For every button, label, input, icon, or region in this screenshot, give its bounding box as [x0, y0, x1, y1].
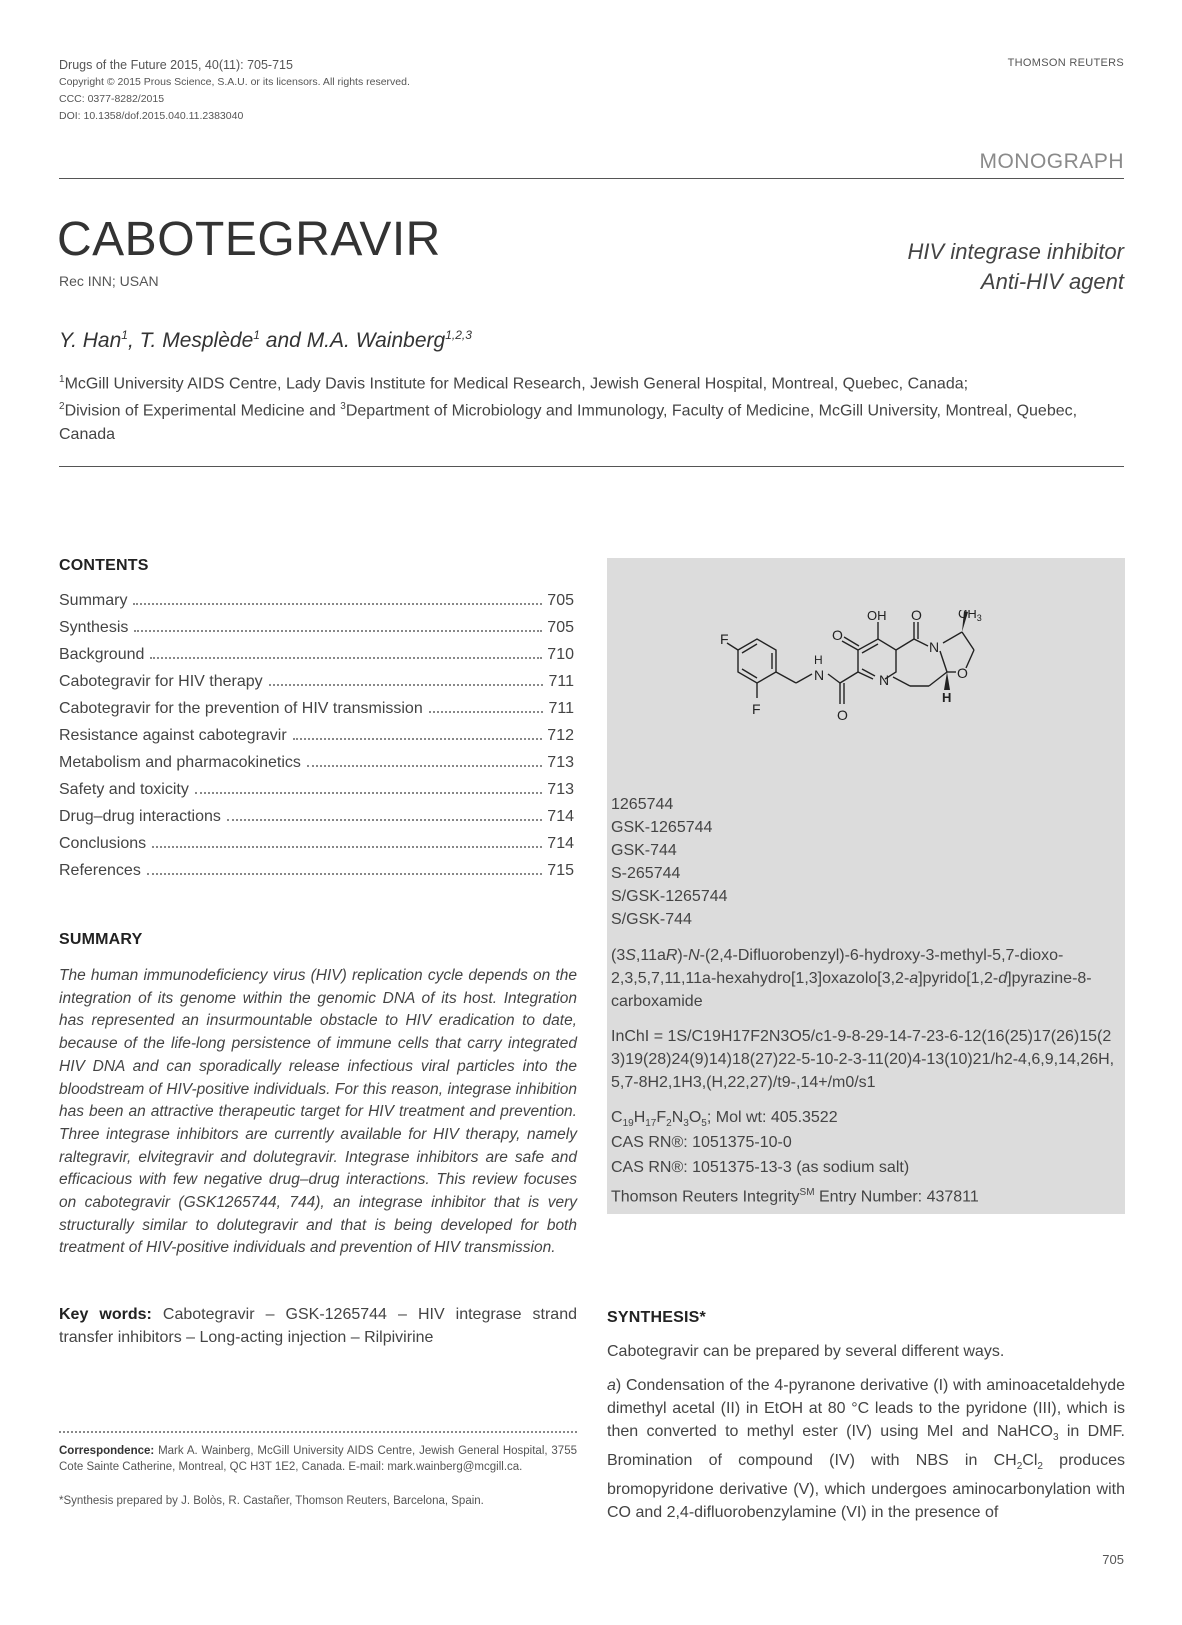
keywords — [59, 1303, 577, 1349]
toc-page-number: 714 — [547, 835, 574, 852]
stereo-hydrogen-label: H — [942, 690, 952, 705]
toc-leader-dots — [307, 765, 542, 767]
author-affil-mark: 1 — [121, 328, 128, 342]
toc-page-number: 714 — [547, 808, 574, 825]
toc-entry-label: References — [59, 862, 141, 879]
toc-page-number: 711 — [548, 673, 574, 690]
toc-leader-dots — [269, 684, 544, 686]
compound-code-list — [611, 793, 1121, 931]
toc-entry[interactable] — [59, 727, 574, 754]
toc-entry-label: Cabotegravir for the prevention of HIV transmission — [59, 700, 423, 717]
synthesis-intro: Cabotegravir can be prepared by several different ways. — [607, 1343, 1005, 1360]
toc-entry-label: Synthesis — [59, 619, 129, 636]
toc-entry[interactable] — [59, 835, 574, 862]
amide-hydrogen-label: H — [814, 653, 823, 667]
section-label: MONOGRAPH — [979, 150, 1124, 173]
carbonyl-oxygen-label: O — [837, 707, 848, 723]
publisher-name: THOMSON REUTERS — [1007, 57, 1124, 69]
author-name: M.A. Wainberg — [306, 329, 446, 352]
cas-number: CAS RN®: 1051375-10-0 — [611, 1134, 792, 1151]
toc-page-number: 705 — [547, 592, 574, 609]
toc-page-number: 705 — [547, 619, 574, 636]
toc-leader-dots — [134, 630, 542, 632]
chemical-structure — [700, 610, 1130, 760]
toc-entry[interactable] — [59, 646, 574, 673]
affiliations — [59, 368, 1119, 446]
synthesis-credit-note: *Synthesis prepared by J. Bolòs, R. Castañer, Thomson Reuters, Barcelona, Spain. — [59, 1495, 484, 1507]
toc-leader-dots — [150, 657, 542, 659]
header-divider — [59, 178, 1124, 179]
hydroxyl-label: OH — [867, 610, 887, 623]
methyl-label: $CH_3$ — [958, 610, 982, 623]
compound-code: GSK-1265744 — [611, 819, 713, 836]
affil-mark: 2 — [59, 401, 65, 413]
author-affil-mark: 1 — [253, 328, 260, 342]
affil-mark: 1 — [59, 374, 65, 385]
molecular-weight: ; Mol wt: 405.3522 — [706, 1109, 838, 1126]
author-list: Y. Han$^1$, T. Mesplède$^1$ and M.A. Wainberg$^{1,2,3}$ — [59, 328, 472, 352]
inchi-string: InChI = 1S/C19H17F2N3O5/c1-9-8-29-14-7-23-6-12(16(25)17(26)15(23)19(28)24(9)14)18(27)22-5-10-2-3-11(20)4-13(10)21/h2-4,6,9,14,26H,5,7-8H2,1H3,(H,22,27)/t9-,14+/m0/s1 — [611, 1028, 1115, 1091]
affil-mark: 3 — [340, 401, 346, 413]
toc-page-number: 715 — [547, 862, 574, 879]
ring-nitrogen-label: N — [929, 639, 940, 655]
summary-heading: SUMMARY — [59, 931, 143, 948]
toc-entry[interactable] — [59, 592, 574, 619]
correspondence-note — [59, 1443, 577, 1475]
toc-entry-label: Resistance against cabotegravir — [59, 727, 287, 744]
toc-leader-dots — [152, 846, 542, 848]
correspondence-label: Correspondence: — [59, 1445, 155, 1457]
cas-number-salt: CAS RN®: 1051375-13-3 (as sodium salt) — [611, 1159, 910, 1176]
iupac-name: (3S,11aR)-N-(2,4-Difluorobenzyl)-6-hydroxy-3-methyl-5,7-dioxo-2,3,5,7,11,11a-hexahydro[1,3]oxazolo[3,2-a]pyrido[1,2-d]pyrazine-8-carboxamide — [611, 947, 1092, 1010]
toc-entry-label: Summary — [59, 592, 128, 609]
toc-entry[interactable] — [59, 862, 574, 889]
molecular-formula: $C_{19}H_{17}F_2N_3O_5$; Mol wt: 405.3522 — [611, 1109, 838, 1130]
compound-code: S-265744 — [611, 865, 681, 882]
ring-oxygen-label: O — [957, 665, 968, 681]
journal-header — [59, 57, 410, 125]
integrity-entry: Thomson Reuters Integrity℠ Entry Number: 437811 — [611, 1187, 979, 1206]
compound-code: GSK-744 — [611, 842, 677, 859]
toc-leader-dots — [293, 738, 543, 740]
toc-page-number: 713 — [547, 781, 574, 798]
keywords-text: Cabotegravir – GSK-1265744 – HIV integrase strand transfer inhibitors – Long-acting injection – Rilpivirine — [59, 1306, 578, 1346]
toc-leader-dots — [227, 819, 542, 821]
drug-category — [908, 237, 1124, 297]
category-line: Anti-HIV agent — [980, 269, 1124, 294]
toc-leader-dots — [429, 711, 544, 713]
affiliation-text: McGill University AIDS Centre, Lady Davis Institute for Medical Research, Jewish General Hospital, Montreal, Quebec, Canada; — [64, 375, 969, 393]
article-title: CABOTEGRAVIR — [57, 213, 441, 266]
ketone-oxygen-label: O — [911, 610, 922, 623]
author-name: T. Mesplède — [139, 329, 254, 352]
ketone-oxygen-label: O — [832, 627, 843, 643]
toc-page-number: 712 — [547, 727, 574, 744]
toc-entry-label: Cabotegravir for HIV therapy — [59, 673, 263, 690]
amide-nitrogen-label: N — [814, 667, 825, 683]
toc-entry-label: Metabolism and pharmacokinetics — [59, 754, 301, 771]
category-line: HIV integrase inhibitor — [907, 239, 1124, 264]
ring-nitrogen-label: N — [879, 672, 890, 688]
contents-heading: CONTENTS — [59, 557, 149, 574]
copyright-line: Copyright © 2015 Prous Science, S.A.U. or its licensors. All rights reserved. — [59, 76, 410, 88]
article-subtitle: Rec INN; USAN — [59, 273, 159, 289]
toc-entry-label: Conclusions — [59, 835, 147, 852]
toc-leader-dots — [147, 873, 542, 875]
compound-code: S/GSK-1265744 — [611, 888, 728, 905]
summary-text: The human immunodeficiency virus (HIV) replication cycle depends on the integration of its genome within the genomic DNA of its host. Integration has represented an insurmountable obstacle to HIV eradication to date, because of the life-long persistence of immune cells that carry integrated HIV DNA and can sporadically release infectious viral particles into the bloodstream of HIV-positive individuals. For this reason, integrase inhibition has been an attractive therapeutic target for HIV treatment and prevention. Three integrase inhibitors are currently available for HIV therapy, namely raltegravir, elvitegravir and dolutegravir. Integrase inhibitors are safe and efficacious with few negative drug–drug interactions. This review focuses on cabotegravir (GSK1265744, 744), an integrase inhibitor that is very structurally similar to dolutegravir and that is being developed for both treatment of HIV-positive individuals and prevention of HIV transmission. — [59, 967, 577, 1257]
fluorine-label: F — [752, 701, 761, 717]
toc-entry-label: Safety and toxicity — [59, 781, 189, 798]
synthesis-heading: SYNTHESIS* — [607, 1309, 706, 1326]
title-divider — [59, 466, 1124, 467]
footnote-divider — [59, 1431, 577, 1433]
toc-entry[interactable] — [59, 619, 574, 646]
affiliation-text: Division of Experimental Medicine and — [64, 402, 341, 420]
toc-entry[interactable] — [59, 754, 574, 781]
journal-citation: Drugs of the Future 2015, 40(11): 705-715 — [59, 58, 293, 72]
toc-leader-dots — [195, 792, 542, 794]
toc-entry[interactable] — [59, 781, 574, 808]
page-number: 705 — [1102, 1552, 1124, 1567]
synthesis-paragraph: a) Condensation of the 4-pyranone derivative (I) with aminoacetaldehyde dimethyl acetal (II) in EtOH at 80 °C leads to the pyridone (III), which is then converted to methyl ester (IV) using MeI and NaHCO$_3$ in DMF. Bromination of compound (IV) with NBS in $CH_2Cl_2$ produces bromopyridone derivative (V), which undergoes aminocarbonylation with CO and 2,4-difluorobenzylamine (VI) in the presence of — [607, 1377, 1126, 1522]
fluorine-label: F — [720, 631, 729, 647]
affiliation-text: Department of Microbiology and Immunology, Faculty of Medicine, McGill University, Montreal, Quebec, Canada — [59, 402, 1078, 443]
toc-entry-label: Background — [59, 646, 145, 663]
compound-code: 1265744 — [611, 796, 674, 813]
toc-page-number: 711 — [548, 700, 574, 717]
toc-leader-dots — [133, 603, 542, 605]
correspondence-text: Mark A. Wainberg, McGill University AIDS Centre, Jewish General Hospital, 3755 Cote Sainte Catherine, Montreal, QC H3T 1E2, Canada. E-mail: mark.wainberg@mcgill.ca. — [59, 1445, 577, 1473]
keywords-label: Key words: — [59, 1306, 152, 1323]
toc-page-number: 710 — [547, 646, 574, 663]
affiliation-line — [59, 395, 1119, 445]
author-conjunction: and — [265, 329, 301, 352]
doi-line: DOI: 10.1358/dof.2015.040.11.2383040 — [59, 110, 244, 122]
toc-entry-label: Drug–drug interactions — [59, 808, 221, 825]
ccc-line: CCC: 0377-8282/2015 — [59, 93, 165, 105]
toc-page-number: 713 — [547, 754, 574, 771]
table-of-contents — [59, 592, 574, 889]
compound-code: S/GSK-744 — [611, 911, 692, 928]
author-name: Y. Han — [59, 329, 122, 352]
author-affil-mark: 1,2,3 — [445, 328, 472, 342]
toc-entry[interactable] — [59, 673, 574, 700]
toc-entry[interactable] — [59, 808, 574, 835]
affiliation-line — [59, 368, 1119, 395]
toc-entry[interactable] — [59, 700, 574, 727]
